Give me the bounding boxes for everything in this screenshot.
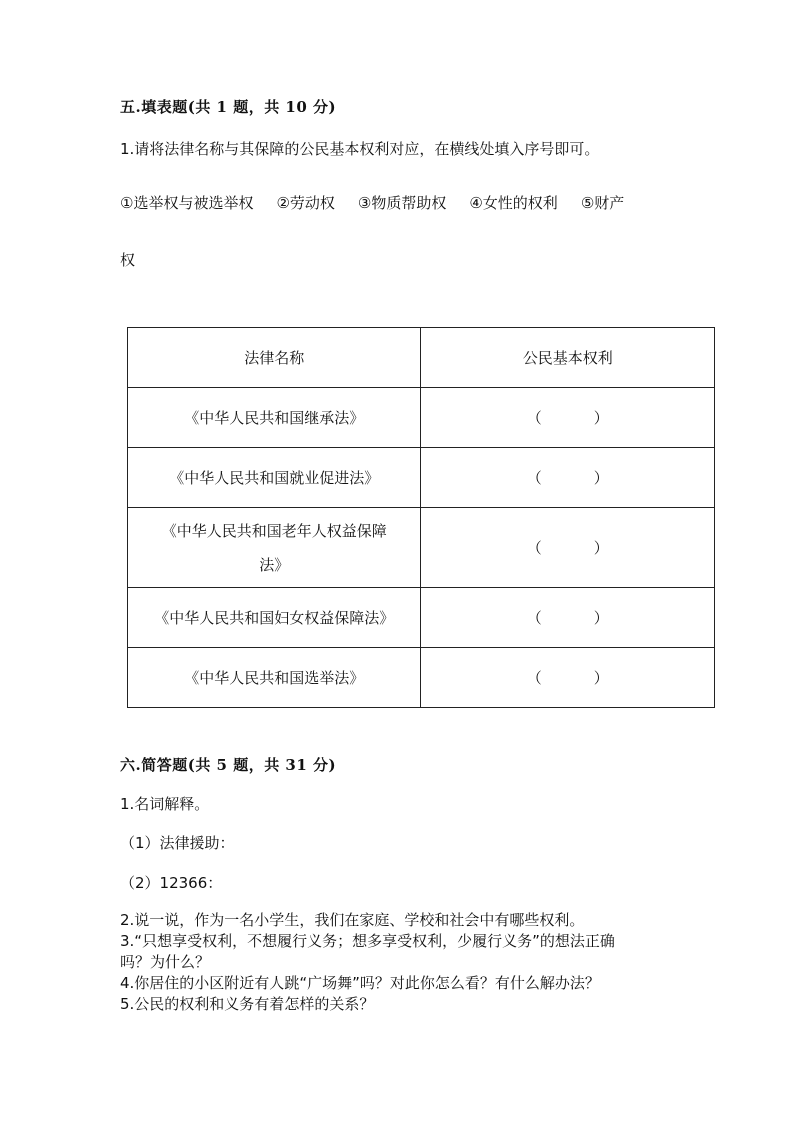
question-1-prompt: 1.请将法律名称与其保障的公民基本权利对应，在横线处填入序号即可。 bbox=[120, 140, 600, 158]
law-name-cell: 《中华人民共和国选举法》 bbox=[128, 648, 421, 708]
option-4: ④女性的权利 bbox=[469, 194, 558, 212]
law-name-cell: 《中华人民共和国继承法》 bbox=[128, 388, 421, 448]
option-5-wrap: 权 bbox=[120, 251, 136, 269]
question-6-2: 2.说一说，作为一名小学生，我们在家庭、学校和社会中有哪些权利。 bbox=[120, 911, 585, 929]
law-name-cell: 《中华人民共和国妇女权益保障法》 bbox=[128, 588, 421, 648]
table-row bbox=[128, 448, 715, 508]
answer-blank[interactable]: （ ） bbox=[526, 609, 609, 627]
answer-cell[interactable] bbox=[421, 508, 715, 588]
question-6-3-line-1: 3.“只想享受权利，不想履行义务；想多享受权利，少履行义务”的想法正确 bbox=[120, 932, 615, 950]
answer-blank[interactable]: （ ） bbox=[526, 409, 609, 427]
answer-cell[interactable] bbox=[421, 388, 715, 448]
table-row bbox=[128, 648, 715, 708]
question-6-3-line-2: 吗？为什么？ bbox=[120, 953, 211, 971]
table-row bbox=[128, 388, 715, 448]
law-name-cell: 《中华人民共和国就业促进法》 bbox=[128, 448, 421, 508]
question-6-1-a: （1）法律援助： bbox=[120, 834, 235, 852]
table-row bbox=[128, 508, 715, 588]
option-1: ①选举权与被选举权 bbox=[120, 194, 254, 212]
law-name-line-2: 法》 bbox=[259, 555, 290, 574]
header-citizen-right: 公民基本权利 bbox=[421, 328, 715, 388]
table-row bbox=[128, 588, 715, 648]
answer-cell[interactable] bbox=[421, 648, 715, 708]
law-rights-table bbox=[127, 327, 715, 708]
option-3: ③物质帮助权 bbox=[357, 194, 447, 212]
answer-blank[interactable]: （ ） bbox=[526, 669, 609, 687]
option-2: ②劳动权 bbox=[276, 194, 335, 212]
question-6-1: 1.名词解释。 bbox=[120, 795, 210, 813]
answer-blank[interactable]: （ ） bbox=[526, 469, 609, 487]
options-list bbox=[120, 192, 624, 213]
header-law-name: 法律名称 bbox=[128, 328, 421, 388]
question-6-1-b: （2）12366： bbox=[120, 874, 223, 892]
law-name-line-1: 《中华人民共和国老年人权益保障 bbox=[161, 521, 387, 540]
law-name-cell bbox=[128, 508, 421, 588]
option-5: ⑤财产 bbox=[580, 194, 625, 212]
section-5-title: 五.填表题(共 1 题，共 10 分) bbox=[120, 98, 337, 116]
section-6-title: 六.简答题(共 5 题，共 31 分) bbox=[120, 756, 337, 774]
answer-cell[interactable] bbox=[421, 588, 715, 648]
question-6-4: 4.你居住的小区附近有人跳“广场舞”吗？对此你怎么看？有什么解办法？ bbox=[120, 974, 600, 992]
answer-blank[interactable]: （ ） bbox=[526, 538, 609, 557]
answer-cell[interactable] bbox=[421, 448, 715, 508]
question-6-5: 5.公民的权利和义务有着怎样的关系？ bbox=[120, 995, 375, 1013]
table-header-row bbox=[128, 328, 715, 388]
